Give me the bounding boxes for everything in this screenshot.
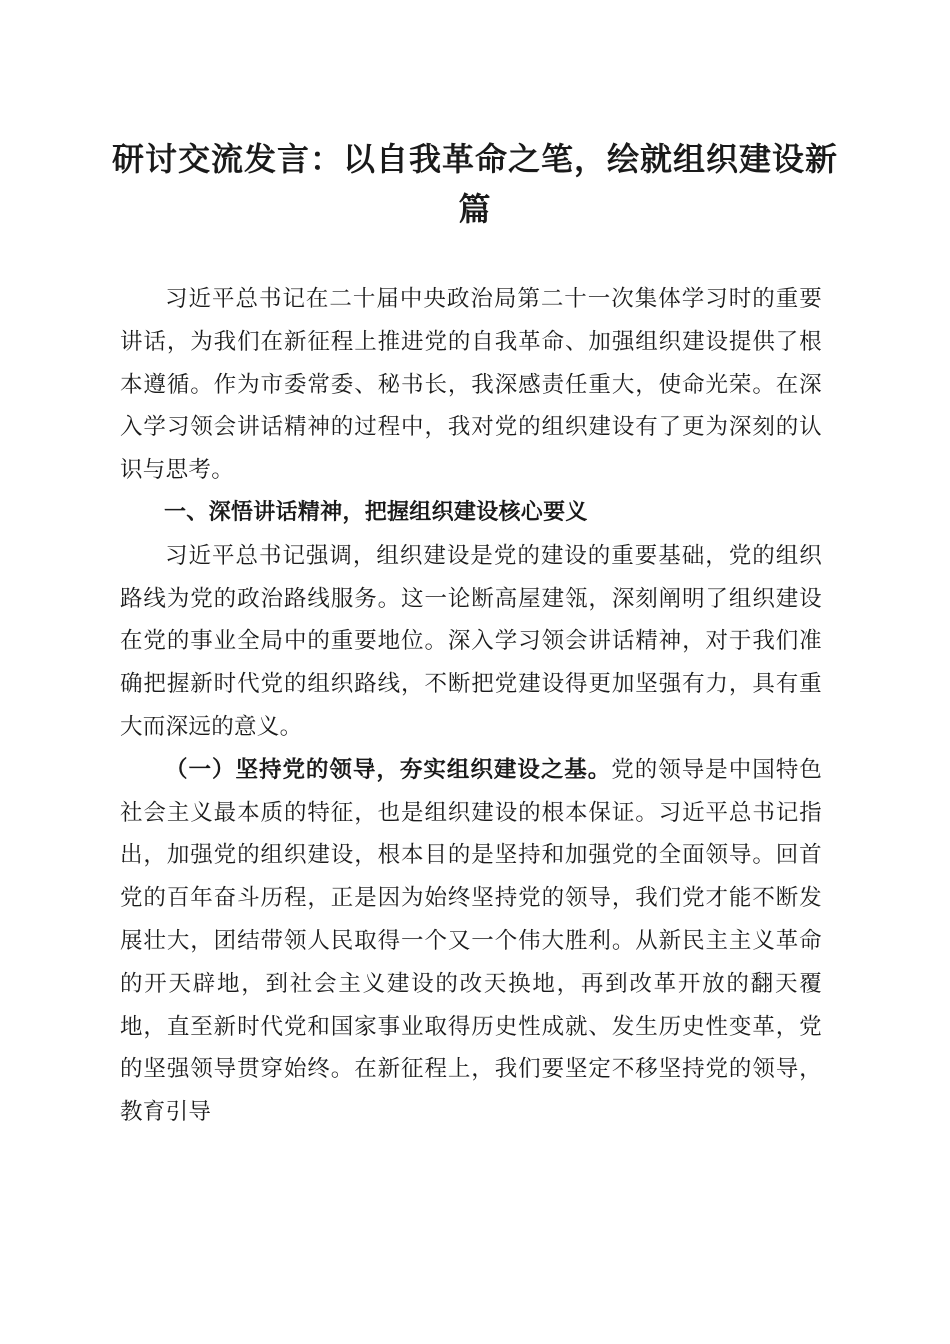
section-1-paragraph: 习近平总书记强调，组织建设是党的建设的重要基础，党的组织路线为党的政治路线服务。这一论断高屋建瓴，深刻阐明了组织建设在党的事业全局中的重要地位。深入学习领会讲话精神，对于我们准确把握新时代党的组织路线，不断把党建设得更加坚强有力，具有重大而深远的意义。 <box>120 542 822 740</box>
subsection-1-1-text: 党的领导是中国特色社会主义最本质的特征，也是组织建设的根本保证。习近平总书记指出，加强党的组织建设，根本目的是坚持和加强党的全面领导。回首党的百年奋斗历程，正是因为始终坚持党的领导，我们党才能不断发展壮大，团结带领人民取得一个又一个伟大胜利。从新民主主义革命的开天辟地，到社会主义建设的改天换地，再到改革开放的翻天覆地，直至新时代党和国家事业取得历史性成就、发生历史性变革，党的坚强领导贯穿始终。在新征程上，我们要坚定不移坚持党的领导，教育引导 <box>120 756 823 1126</box>
document-title: 研讨交流发言：以自我革命之笔，绘就组织建设新篇 <box>111 140 838 228</box>
section-heading-1: 一、深悟讲话精神，把握组织建设核心要义 <box>164 499 588 525</box>
intro-paragraph: 习近平总书记在二十届中央政治局第二十一次集体学习时的重要讲话，为我们在新征程上推进党的自我革命、加强组织建设提供了根本遵循。作为市委常委、秘书长，我深感责任重大，使命光荣。在深入学习领会讲话精神的过程中，我对党的组织建设有了更为深刻的认识与思考。 <box>120 286 822 484</box>
subsection-1-1-heading: （一）坚持党的领导，夯实组织建设之基。 <box>165 756 612 783</box>
subsection-1-1-paragraph <box>120 749 822 1134</box>
document-body <box>120 278 822 1134</box>
